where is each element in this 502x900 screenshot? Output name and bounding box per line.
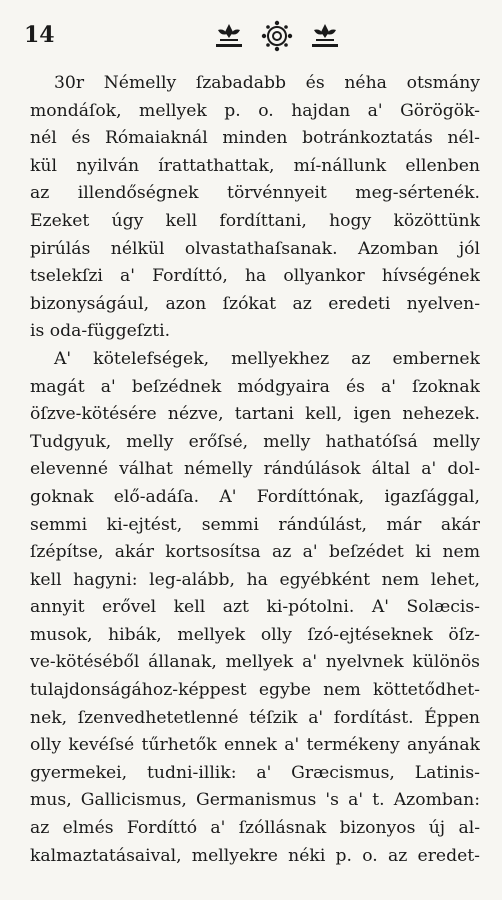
text-line: kül nyilván írattathattak, mí-nállunk ellenben <box>30 155 480 176</box>
text-line: bizonyságául, azon ſzókat az eredeti nyelven- <box>30 293 480 314</box>
text-line: kell hagyni: leg-alább, ha egyébként nem lehet, <box>30 569 480 590</box>
text-line: Tudgyuk, melly erőſsé, melly hathatóſsá melly <box>30 431 480 452</box>
text-line: pirúlás nélkül olvastathaſsanak. Azomban jól <box>30 238 480 259</box>
body-text <box>30 70 480 870</box>
text-line: magát a' beſzédnek módgyaira és a' ſzoknak <box>30 376 480 397</box>
text-line: Ezeket úgy kell fordíttani, hogy közöttünk <box>30 210 480 231</box>
text-line: annyit erővel kell azt ki-pótolni. A' Solæcis- <box>30 597 480 618</box>
text-line: nek, ſzenvedhetetlenné téſzik a' fordítást. Éppen <box>30 707 480 728</box>
page-number: 14 <box>24 22 55 48</box>
text-line: az elmés Fordíttó a' ſzóllásnak bizonyos új al- <box>30 818 480 839</box>
page-header <box>24 18 478 54</box>
paragraph-1 <box>30 70 480 346</box>
text-line: semmi ki-ejtést, semmi rándúlást, már akár <box>30 514 480 535</box>
text-line: A' kötelefségek, mellyekhez az embernek <box>54 348 480 369</box>
text-line: mus, Gallicismus, Germanismus 's a' t. Azomban: <box>30 790 480 811</box>
text-line: öſzve-kötésére nézve, tartani kell, igen nehezek. <box>30 404 480 425</box>
text-line: elevenné válhat némelly rándúlások által a' dol- <box>30 459 480 480</box>
text-line: mondáſok, mellyek p. o. hajdan a' Görögök- <box>30 100 480 121</box>
text-line: tselekſzi a' Fordíttó, ha ollyankor hívségének <box>30 266 480 287</box>
fleuron-ornament-icon <box>202 20 352 52</box>
text-line: nél és Rómaiaknál minden botránkoztatás nél- <box>30 128 480 149</box>
paragraph-2 <box>30 346 480 870</box>
text-line: ve-kötéséből állanak, mellyek a' nyelvnek különös <box>30 652 480 673</box>
text-line: tulajdonságához-képpest egybe nem köttetődhet- <box>30 680 480 701</box>
text-line: az illendőségnek törvénnyeit meg-sértenék. <box>30 183 480 204</box>
text-line: is oda-függeſzti. <box>30 321 171 342</box>
text-line: kalmaztatásaival, mellyekre néki p. o. az eredet- <box>30 845 480 866</box>
text-line: goknak elő-adáſa. A' Fordíttónak, igazſággal, <box>30 486 480 507</box>
text-line: musok, hibák, mellyek olly ſzó-ejtéseknek öſz- <box>30 624 480 645</box>
text-line: olly kevéſsé tűrhetők ennek a' termékeny anyának <box>30 735 480 756</box>
text-line: 30r Némelly ſzabadabb és néha otsmány <box>54 73 480 93</box>
text-line: ſzépítse, akár kortsosítsa az a' beſzédet ki nem <box>30 542 480 563</box>
text-line: gyermekei, tudni-illik: a' Græcismus, Latinis- <box>30 762 480 783</box>
